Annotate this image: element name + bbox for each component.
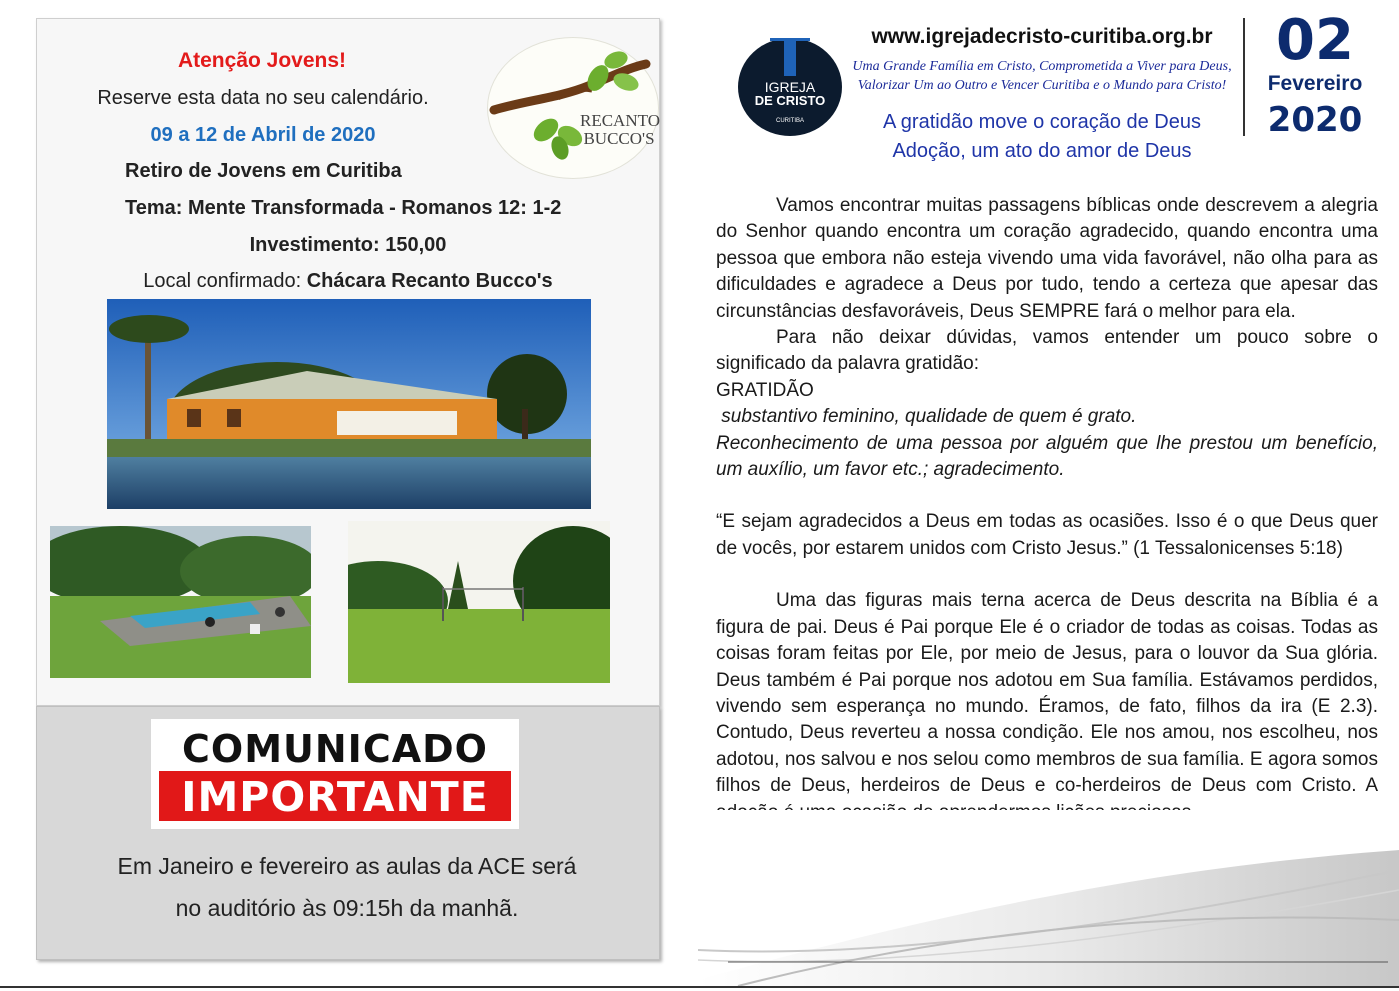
article-body [716, 193, 1378, 826]
event-dates: 09 a 12 de Abril de 2020 [150, 124, 376, 146]
attention-heading: Atenção Jovens! [177, 49, 347, 72]
article-paragraph-2: Para não deixar dúvidas, vamos entender um pouco sobre o significado da palavra gratidão: [716, 327, 1378, 375]
date-divider [1243, 18, 1245, 136]
notice-title-comunicado: COMUNICADO [182, 727, 488, 771]
motto-line-1: Uma Grande Família em Cristo, Comprometida a Viver para Deus, [852, 59, 1232, 74]
reserve-date-text: Reserve esta data no seu calendário. [97, 87, 429, 109]
branch-leaves-icon [488, 38, 658, 178]
article-paragraph-3: Uma das figuras mais terna acerca de Deus descrita na Bíblia é a figura de pai. Deus é Pai porque Ele é o criador de todas as coisas. Todas as coisas foram feitas por Ele, por meio de Jesus, para o louvor da Sua glória. Deus também é Pai porque nos adotou em Sua família. Estávamos perdidos, vivendo sem esperança no mundo. Éramos, de fato, filhos da ira (E 2.3). Contudo, Deus reverteu a nossa condição. Ele nos amou, nos escolheu, nos adotou, nos salvou e nos selou como membros de sua família. E agora somos filhos de Deus, herdeiros de Deus e co-herdeiros de Deus com Cristo. A [716, 590, 1378, 797]
event-theme: Tema: Mente Transformada - Romanos 12: 1-2 [125, 197, 562, 219]
logo-text-curitiba: CURITIBA [775, 118, 804, 124]
event-investment: Investimento: 150,00 [249, 234, 447, 256]
notice-banner [151, 719, 519, 829]
logo-text-buccos: BUCCO'S [583, 129, 655, 148]
retreat-announcement-panel [36, 18, 660, 706]
issue-month: Fevereiro [1267, 72, 1363, 95]
article-paragraph-1: Vamos encontrar muitas passagens bíblicas onde descrevem a alegria do Senhor quando encontra um coração agradecido, quando encontra uma pessoa que embora não esteja vivendo uma vida favorável, não olha para as dificuldades e agradece a Deus por tudo, tendo a certeza que apesar das circunstâncias desfavoráveis, Deus SEMPRE fará o melhor para ela. [716, 195, 1378, 322]
page-bottom-rule [0, 986, 1399, 988]
venue-label: Local confirmado: [143, 270, 307, 292]
event-venue [37, 270, 659, 293]
notice-text-line-2: no auditório às 09:15h da manhã. [175, 895, 519, 921]
definition-term: GRATIDÃO [716, 379, 814, 401]
logo-text-igreja: IGREJA [764, 79, 816, 95]
volleyball-field-photo [348, 521, 610, 683]
pool-area-photo [50, 526, 311, 678]
event-title: Retiro de Jovens em Curitiba [125, 160, 402, 182]
logo-text-de-cristo: DE CRISTO [754, 93, 826, 108]
farmhouse-pool-photo [107, 299, 591, 509]
definition-class: substantivo feminino, qualidade de quem é grato. [716, 406, 1137, 428]
definition-text: Reconhecimento de uma pessoa por alguém que lhe prestou um benefício, um auxílio, um favor etc.; agradecimento. [716, 432, 1378, 481]
motto-line-2: Valorizar Um ao Outro e Vencer Curitiba e o Mundo para Cristo! [857, 78, 1227, 93]
theme-line-2: Adoção, um ato do amor de Deus [892, 140, 1192, 162]
decorative-swoosh [698, 810, 1399, 986]
notice-title-importante: IMPORTANTE [181, 773, 489, 821]
igreja-de-cristo-logo [738, 38, 842, 136]
venue-name: Chácara Recanto Bucco's [306, 270, 553, 292]
issue-day: 02 [1276, 8, 1354, 73]
notice-title-bar [159, 771, 511, 821]
bible-quote: “E sejam agradecidos a Deus em todas as ocasiões. Isso é o que Deus quer de vocês, por estarem unidos com Cristo Jesus.” (1 Tessalonicenses 5:18) [716, 511, 1378, 559]
church-website: www.igrejadecristo-curitiba.org.br [871, 25, 1213, 48]
issue-year: 2020 [1267, 100, 1363, 140]
logo-text-recanto: RECANTO [580, 111, 660, 130]
theme-line-1: A gratidão move o coração de Deus [883, 111, 1201, 133]
notice-text-line-1: Em Janeiro e fevereiro as aulas da ACE será [117, 853, 577, 879]
important-notice-panel [36, 706, 660, 960]
recanto-buccos-logo [487, 37, 659, 179]
